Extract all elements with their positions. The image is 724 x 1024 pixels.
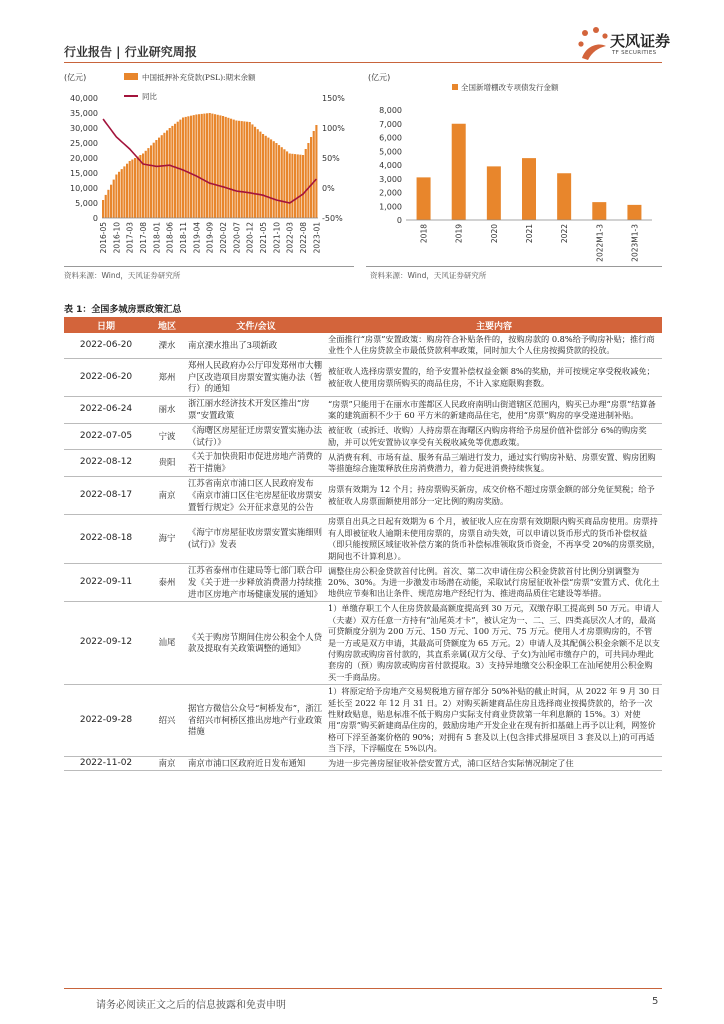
bar-balance xyxy=(302,155,304,218)
bar-balance xyxy=(105,195,107,218)
bar xyxy=(417,177,431,220)
bar-balance xyxy=(227,118,229,218)
logo-name: 天风证券 xyxy=(610,32,671,50)
bar-balance xyxy=(195,115,197,219)
chart-source-rule-left xyxy=(64,266,354,267)
y-tick: 0 xyxy=(396,216,402,225)
table-row xyxy=(64,756,662,771)
cell-doc: 《海曙区房屋征迁房票安置实施办法（试行）》 xyxy=(186,423,326,450)
source-note-right: 资料来源：Wind，天风证券研究所 xyxy=(370,271,487,280)
legend-label-bar: 中国抵押补充贷款(PSL):期末余额 xyxy=(142,73,256,82)
x-tick-label: 2022-08 xyxy=(299,222,309,254)
x-tick-label: 2018 xyxy=(419,224,429,244)
bar-balance xyxy=(270,139,272,218)
header-title: 行业报告 | 行业研究周报 xyxy=(64,45,197,59)
x-tick-label: 2022M1-3 xyxy=(595,224,605,262)
cell-content: 房票有效期为 12 个月；持房票购买新房，成交价格不超过房票金额的部分免征契税；给予被征收人房票面额使用部分一定比例的购房奖励。 xyxy=(326,476,662,514)
cell-area: 贵阳 xyxy=(148,450,186,477)
bar-balance xyxy=(113,180,115,218)
x-tick-label: 2018-01 xyxy=(152,222,162,254)
cell-doc: 据官方微信公众号“柯桥发布”，浙江省绍兴市柯桥区推出房地产行业政策措施 xyxy=(186,685,326,756)
legend-swatch xyxy=(452,84,458,90)
bar-balance xyxy=(257,129,259,218)
bar-balance xyxy=(115,175,117,219)
table-row xyxy=(64,564,662,602)
y-tick: 6,000 xyxy=(379,133,402,143)
bar-balance xyxy=(233,120,235,218)
cell-date: 2022-09-11 xyxy=(64,564,148,602)
cell-doc: 江苏省泰州市住建局等七部门联合印发《关于进一步释放消费潜力持续推进市区房地产市场健康发展的通知》 xyxy=(186,564,326,602)
cell-content: 为进一步完善房屋征收补偿安置方式，浦口区结合实际情况制定了住 xyxy=(326,756,662,771)
bar-balance xyxy=(171,126,173,218)
bar-balance xyxy=(129,161,131,218)
bar-balance xyxy=(177,122,179,218)
cell-doc: 浙江丽水经济技术开发区推出“房票”安置政策 xyxy=(186,397,326,424)
bar-balance xyxy=(201,114,203,218)
legend-label: 全国新增棚改专项债发行金额 xyxy=(461,83,559,92)
y-tick-left: 35,000 xyxy=(70,109,98,118)
table-row xyxy=(64,515,662,564)
x-tick-label: 2018-06 xyxy=(165,222,175,254)
x-tick-label: 2019-09 xyxy=(205,222,215,254)
y-tick: 8,000 xyxy=(379,106,402,115)
x-tick-label: 2023M1-3 xyxy=(630,224,640,262)
x-tick-label: 2017-08 xyxy=(139,222,149,254)
y-tick: 2,000 xyxy=(379,188,402,198)
chart-source-rule-right xyxy=(366,266,662,267)
bar-balance xyxy=(251,124,253,218)
bar xyxy=(487,166,501,220)
cell-content: 被征收（或拆迁、收购）人持房票在海曙区内购房将给予房屋价值补偿部分 6%的购房奖励，并可以凭安置协议享受有关税收减免等优惠政策。 xyxy=(326,423,662,450)
cell-area: 南京 xyxy=(148,756,186,771)
chart-psl xyxy=(62,68,354,264)
bar-balance xyxy=(307,143,309,218)
bar-balance xyxy=(235,121,237,219)
cell-date: 2022-11-02 xyxy=(64,756,148,771)
cell-area: 南京 xyxy=(148,476,186,514)
bar-balance xyxy=(158,138,160,218)
bar-balance xyxy=(225,117,227,218)
bar-balance xyxy=(241,121,243,218)
bar-balance xyxy=(118,172,120,218)
bar-balance xyxy=(193,115,195,218)
bar xyxy=(557,173,571,220)
bar-balance xyxy=(313,131,315,218)
x-tick-label: 2020-02 xyxy=(219,222,229,254)
x-tick-label: 2017-03 xyxy=(125,222,135,254)
y-tick: 7,000 xyxy=(379,119,402,129)
chart-special-bonds xyxy=(366,68,662,264)
bar-balance xyxy=(131,160,133,219)
bar-balance xyxy=(123,166,125,218)
bar-balance xyxy=(286,151,288,218)
bar-balance xyxy=(161,135,163,218)
bar xyxy=(592,202,606,220)
legend-swatch-bar xyxy=(124,73,138,80)
table-row xyxy=(64,476,662,514)
bar-balance xyxy=(222,116,224,218)
x-tick-label: 2018-11 xyxy=(179,222,189,254)
x-tick-label: 2023-01 xyxy=(312,222,322,254)
bar-balance xyxy=(155,140,157,218)
page-number: 5 xyxy=(652,996,659,1007)
bar-balance xyxy=(137,157,139,219)
bar-balance xyxy=(246,122,248,218)
y-tick-left: 40,000 xyxy=(70,94,98,103)
bar-balance xyxy=(281,147,283,218)
footer-rule xyxy=(64,988,662,989)
bar-balance xyxy=(203,114,205,218)
table-row xyxy=(64,685,662,756)
bar-balance xyxy=(150,145,152,218)
table-title: 表 1：全国多城房票政策汇总 xyxy=(64,305,182,315)
y-tick-right: 100% xyxy=(322,124,345,133)
bar-balance xyxy=(153,143,155,218)
bar-balance xyxy=(265,136,267,218)
header-date: 日期 xyxy=(64,317,148,333)
cell-content: 调整住房公积金贷款首付比例。首次、第二次申请住房公积金贷款首付比例分别调整为 20%、30%。为进一步激发市场潜在动能，采取试行房屋征收补偿“房票”安置方式、优化土地供应节奏和出让条件、规范房地产经纪行为、推进商品质住宅建设等举措。 xyxy=(326,564,662,602)
x-tick-label: 2021 xyxy=(525,224,534,244)
cell-area: 泰州 xyxy=(148,564,186,602)
bar-balance xyxy=(249,122,251,218)
bar-balance xyxy=(206,113,208,218)
cell-content: 1）将原定给予房地产交易契税地方留存部分 50%补贴的截止时间，从 2022 年 9 月 30 日延长至 2022 年 12 月 31 日。2）对购买新建商品住房且选择商业按揭贷款的，给予一次性财政贴息，贴息标准不低于购房户实际支付商业贷款第一年利息额的 15%。3）对使用“房票”购买新建商品住房的，鼓励房地产开发企业在现有折扣基础上再予以让利，网签价格可下浮至备案价格的 90%；对拥有 5 套及以上(包含排式排屋项目 3 套及以上)的可再适当下浮，下浮幅度在 5%以内。 xyxy=(326,685,662,756)
bar-balance xyxy=(294,154,296,218)
bar-balance xyxy=(315,125,317,218)
bar-balance xyxy=(275,143,277,218)
y-tick-right: 0% xyxy=(322,184,335,193)
cell-date: 2022-09-28 xyxy=(64,685,148,756)
x-tick-label: 2022-03 xyxy=(285,222,295,254)
y-tick-left: 20,000 xyxy=(70,154,98,163)
table-row xyxy=(64,358,662,396)
bar-balance xyxy=(273,141,275,218)
source-note-left: 资料来源：Wind，天风证券研究所 xyxy=(64,271,181,280)
bar-balance xyxy=(182,118,184,219)
cell-doc: 《关于购房节期间住房公积金个人贷款及提取有关政策调整的通知》 xyxy=(186,602,326,685)
x-tick-label: 2020-12 xyxy=(245,222,255,254)
y-tick-left: 0 xyxy=(92,214,98,223)
y-unit-label: (亿元) xyxy=(64,73,87,82)
table-row xyxy=(64,333,662,358)
x-tick-label: 2022 xyxy=(560,224,570,244)
cell-area: 汕尾 xyxy=(148,602,186,685)
y-tick-left: 25,000 xyxy=(70,139,98,148)
y-tick-left: 10,000 xyxy=(70,184,98,193)
cell-date: 2022-06-20 xyxy=(64,333,148,358)
cell-doc: 南京市浦口区政府近日发布通知 xyxy=(186,756,326,771)
y-tick-right: -50% xyxy=(322,214,343,223)
cell-area: 海宁 xyxy=(148,515,186,564)
header-area: 地区 xyxy=(148,317,186,333)
y-unit-label: (亿元) xyxy=(368,73,391,82)
policy-table xyxy=(64,317,662,771)
cell-doc: 郑州人民政府办公厅印发郑州市大棚户区改造项目房票安置实施办法（暂行）的通知 xyxy=(186,358,326,396)
bar-balance xyxy=(291,154,293,218)
bar xyxy=(522,158,536,220)
bar-balance xyxy=(121,169,123,218)
bar-balance xyxy=(198,114,200,218)
cell-date: 2022-07-05 xyxy=(64,423,148,450)
y-tick-left: 5,000 xyxy=(75,199,98,208)
cell-content: 被征收人选择房票安置的，给予安置补偿权益金额 8%的奖励，并可按规定享受税收减免；被征收人使用房票所购买的商品住房，不计入家庭限购套数。 xyxy=(326,358,662,396)
bar-balance xyxy=(299,155,301,218)
bar-balance xyxy=(211,114,213,218)
cell-date: 2022-08-12 xyxy=(64,450,148,477)
y-tick: 1,000 xyxy=(379,202,402,212)
cell-content: “房票”只能用于在丽水市莲都区人民政府南明山街道辖区范围内，购买已办理“房票”结算备案的建筑面积不少于 60 平方米的新建商品住宅，使用“房票”购房的享受递进制补贴。 xyxy=(326,397,662,424)
bar-balance xyxy=(187,116,189,218)
bar-balance xyxy=(126,164,128,218)
x-tick-label: 2021-05 xyxy=(259,222,269,254)
legend-label-line: 同比 xyxy=(142,92,157,101)
bar-balance xyxy=(102,200,104,218)
header-content: 主要内容 xyxy=(326,317,662,333)
bar xyxy=(452,124,466,220)
table-header-row xyxy=(64,317,662,333)
cell-area: 郑州 xyxy=(148,358,186,396)
y-tick: 5,000 xyxy=(379,147,402,157)
bar-balance xyxy=(147,148,149,218)
bar-balance xyxy=(305,149,307,218)
cell-area: 宁波 xyxy=(148,423,186,450)
bar-balance xyxy=(278,145,280,218)
header-rule xyxy=(64,62,662,63)
bar-balance xyxy=(139,155,141,218)
cell-content: 全面推行“房票”安置政策：购房符合补贴条件的，按购房款的 0.8%给予购房补贴；推行商业性个人住房贷款全市最低贷款利率政策，同时加大个人住房按揭贷款的投放。 xyxy=(326,333,662,358)
bar-balance xyxy=(217,115,219,218)
bar-balance xyxy=(219,115,221,218)
table-row xyxy=(64,602,662,685)
cell-date: 2022-09-12 xyxy=(64,602,148,685)
bar-balance xyxy=(190,116,192,218)
y-tick-left: 15,000 xyxy=(70,169,98,178)
bar-balance xyxy=(297,154,299,218)
bar-balance xyxy=(254,127,256,218)
y-tick: 4,000 xyxy=(379,161,402,170)
x-tick-label: 2019-04 xyxy=(192,222,202,254)
bar-balance xyxy=(262,134,264,218)
cell-date: 2022-06-20 xyxy=(64,358,148,396)
bar-balance xyxy=(267,138,269,218)
x-tick-label: 2019 xyxy=(454,224,464,244)
cell-doc: 《海宁市房屋征收房票安置实施细则(试行)》发表 xyxy=(186,515,326,564)
cell-doc: 江苏省南京市浦口区人民政府发布《南京市浦口区住宅房屋征收房票安置暂行规定》公开征求意见的公告 xyxy=(186,476,326,514)
x-tick-label: 2021-10 xyxy=(272,222,282,254)
cell-area: 溧水 xyxy=(148,333,186,358)
cell-date: 2022-08-18 xyxy=(64,515,148,564)
cell-date: 2022-08-17 xyxy=(64,476,148,514)
bar-balance xyxy=(214,114,216,218)
x-tick-label: 2020-07 xyxy=(232,222,242,254)
bar-balance xyxy=(110,185,112,218)
bar-balance xyxy=(310,137,312,218)
cell-content: 房票自出具之日起有效期为 6 个月，被征收人应在房票有效期限内购买商品房使用。房票持有人即被征收人逾期未使用房票的，房票自动失效，可以申请以货币形式的货币补偿权益（即只能按照区域征收补偿方案的货币补偿标准领取货币资金，不再享受 20%的房票奖励，期间也不计算利息）。 xyxy=(326,515,662,564)
cell-date: 2022-06-24 xyxy=(64,397,148,424)
bar-balance xyxy=(289,154,291,219)
bar xyxy=(627,205,641,220)
cell-area: 绍兴 xyxy=(148,685,186,756)
header-doc: 文件/会议 xyxy=(186,317,326,333)
bar-balance xyxy=(259,132,261,218)
cell-doc: 《关于加快贵阳市促进房地产消费的若干措施》 xyxy=(186,450,326,477)
y-tick: 3,000 xyxy=(379,174,402,184)
bar-balance xyxy=(238,121,240,218)
bar-balance xyxy=(185,117,187,218)
y-tick-left: 30,000 xyxy=(70,124,98,133)
table-row xyxy=(64,423,662,450)
bar-balance xyxy=(134,158,136,218)
y-tick-right: 150% xyxy=(322,94,345,103)
bar-balance xyxy=(230,119,232,218)
bar-balance xyxy=(166,130,168,218)
bar-balance xyxy=(107,190,109,218)
x-tick-label: 2016-10 xyxy=(112,222,122,254)
cell-doc: 南京溧水推出了3项新政 xyxy=(186,333,326,358)
cell-area: 丽水 xyxy=(148,397,186,424)
bar-balance xyxy=(283,149,285,218)
y-tick-right: 50% xyxy=(322,154,340,163)
table-row xyxy=(64,450,662,477)
footer-disclaimer: 请务必阅读正文之后的信息披露和免责申明 xyxy=(96,1000,286,1011)
bar-balance xyxy=(145,151,147,218)
bar-balance xyxy=(163,133,165,218)
x-tick-label: 2016-05 xyxy=(99,222,109,254)
cell-content: 从消费有利、市场有益、服务有品三端进行发力，通过实行购房补贴、房票安置、购房团购等措施综合施策释放住房消费潜力，着力促进消费持续恢复。 xyxy=(326,450,662,477)
bar-balance xyxy=(209,113,211,218)
x-tick-label: 2020 xyxy=(489,224,499,244)
logo-subtitle: TF SECURITIES xyxy=(612,50,657,56)
bar-balance xyxy=(174,124,176,218)
table-row xyxy=(64,397,662,424)
cell-content: 1）单缴存职工个人住房贷款最高额度提高到 30 万元，双缴存职工提高到 50 万元。申请人（夫妻）双方任意一方持有“汕尾英才卡”，被认定为一、二、三、四类高层次人才的，最高可贷额度分别为 200 万元、150 万元、100 万元、75 万元。使用人才房票购房的，不管是一方或是双方申请，其最高可贷额度为 65 万元。2）申请人及其配偶公积金余额不足以支付购房款或购房首付款的，其直系亲属(双方父母、子女)为汕尾市缴存户的，可共同办理此套房的（预）购房款或购房首付款提取。3）支持异地缴交公积金职工在汕尾使用公积金购买一手商品房。 xyxy=(326,602,662,685)
bar-balance xyxy=(169,128,171,218)
bar-balance xyxy=(243,121,245,218)
